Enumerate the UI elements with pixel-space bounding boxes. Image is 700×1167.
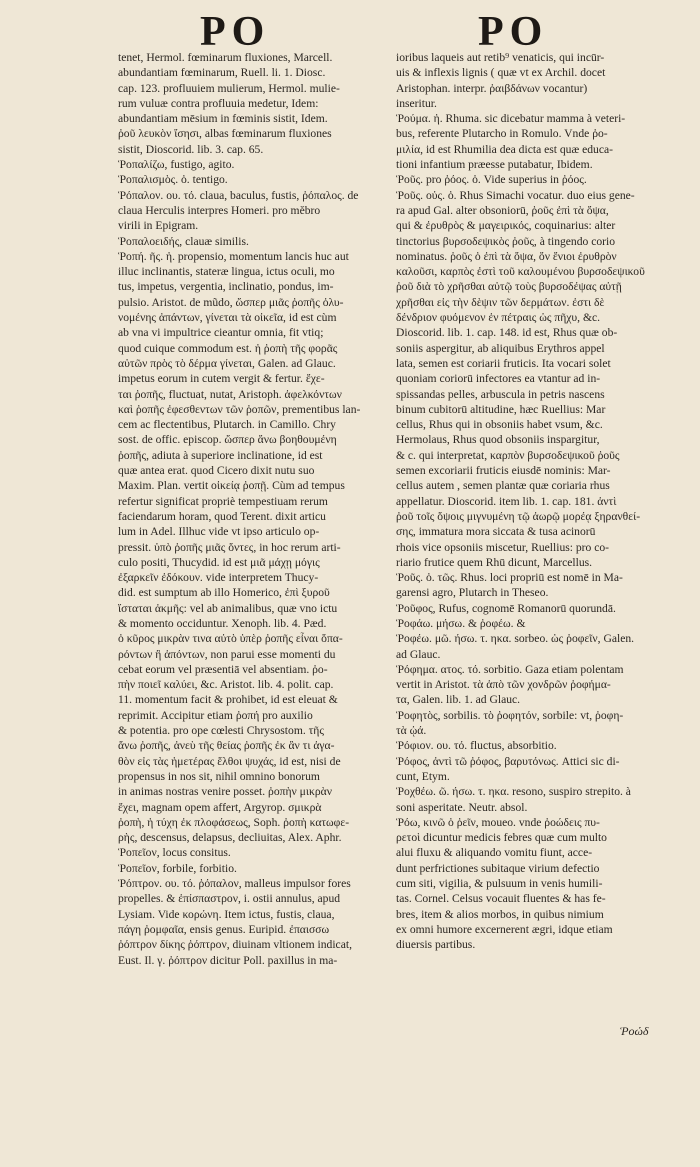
text-line: soniis aspergitur, ab aliquibus Erythros appel bbox=[396, 341, 605, 355]
text-line: Ῥοπαλοειδής, clauæ similis. bbox=[118, 234, 249, 248]
text-line: ioribus laqueis aut retib⁹ venaticis, qui incūr- bbox=[396, 51, 605, 64]
text-line: & c. qui interpretat, καρπὸν βυρσοδεψικοῦ ῥοῦς bbox=[396, 448, 620, 462]
text-line: claua Herculis interpres Homeri. pro mĕbro bbox=[118, 203, 321, 217]
text-line: ra apud Gal. alter obsoniorū, ῥοῦς ἐπὶ τὰ ὄψα, bbox=[396, 203, 609, 217]
text-line: culo positi, Thucydid. id est μιᾶ μάχῃ μόγις bbox=[118, 555, 320, 569]
text-line: appellatur. Dioscorid. item lib. 1. cap. 181. ἀντὶ bbox=[396, 494, 617, 508]
text-line: Ῥοῦς. ὁ. τῶς. Rhus. loci propriū est nomē in Ma- bbox=[396, 571, 623, 585]
text-line: quod cuique commodum est. ἡ ῥοπὴ τῆς φορᾶς bbox=[118, 341, 338, 355]
left-headword: PO bbox=[200, 9, 271, 55]
text-line: lata, semen est coriarii fruticis. Ita vocari solet bbox=[396, 356, 611, 370]
text-line: reprimit. Accipitur etiam ῥοπή pro auxilio bbox=[118, 708, 313, 722]
text-line: spissandas pelles, arbuscula in petris nascens bbox=[396, 387, 605, 401]
text-line: ρὴς, descensus, delapsus, decliuitas, Alex. Aphr. bbox=[118, 831, 342, 845]
text-line: μιλία, id est Rhumilia dea dicta est quæ educa- bbox=[396, 142, 614, 156]
text-line: dunt perfrictiones subitaque virium defectio bbox=[396, 861, 600, 875]
text-line: Aristophan. interpr. ῥαιβδάνων vocantur) bbox=[396, 81, 588, 95]
text-line: ἔχει, magnam opem affert, Argyrop. σμικρὰ bbox=[118, 800, 322, 814]
text-line: Ῥοπεῖον, forbile, forbitio. bbox=[118, 861, 237, 875]
text-line: ῥοῦ λευκὸν ἴσησι, albas fœminarum fluxiones bbox=[118, 127, 332, 141]
text-line: Lysiam. Vide κορώνη. Item ictus, fustis, claua, bbox=[118, 907, 335, 921]
text-line: Ῥοπαλισμὸς. ὁ. tentigo. bbox=[118, 173, 228, 187]
text-line: garensi agro, Plutarch in Theseo. bbox=[396, 586, 549, 600]
catchword: Ῥοώδ bbox=[620, 1024, 649, 1038]
text-line: Ῥόπαλον. ου. τό. claua, baculus, fustis, ῥόπαλος. de bbox=[118, 188, 359, 202]
text-line: & potentia. pro ope cœlesti Chrysostom. τῆς bbox=[118, 724, 324, 738]
text-line: Ῥοφέω. μῶ. ήσω. τ. ηκα. sorbeo. ὡς ῥοφεῖν, Galen. bbox=[396, 632, 635, 646]
text-line: ab vna vi impultrice cieantur omnia, fit vtiq; bbox=[118, 326, 324, 340]
text-line: rum vuluæ contra profluuia medetur, Idem: bbox=[118, 96, 319, 110]
text-line: ῥοπῆς, adiuta à superiore inclinatione, id est bbox=[118, 448, 323, 462]
text-line: Ῥοῦς. οὐς. ὁ. Rhus Simachi vocatur. duo eius gene- bbox=[396, 188, 635, 202]
text-line: Dioscorid. lib. 1. cap. 148. id est, Rhus quæ ob- bbox=[396, 326, 618, 340]
text-line: Ῥοῦφος, Rufus, cognomē Romanorū quorundā. bbox=[396, 601, 616, 615]
text-line: quæ antea erat. quod Cicero dixit nutu suo bbox=[118, 464, 315, 478]
text-line: Ῥόφημα. ατος. τό. sorbitio. Gaza etiam polentam bbox=[396, 662, 624, 676]
text-line: tas. Cornel. Celsus vocauit fluentes & has fe- bbox=[396, 892, 606, 906]
text-line: χρῆσθαι εἰς τὴν δὲψιν τῶν δερμάτων. ἐστι δὲ bbox=[396, 295, 605, 309]
text-line: ρόντων ἢ ἀπόντων, non parui esse momenti du bbox=[118, 647, 336, 661]
text-line: tioni infantium præesse putabatur, Ibidem. bbox=[396, 158, 593, 172]
text-line: inseritur. bbox=[396, 96, 437, 110]
text-line: riario frutice quem Rhū dicunt, Marcellus. bbox=[396, 555, 593, 569]
text-line: sistit, Dioscorid. lib. 3. cap. 65. bbox=[118, 142, 264, 156]
text-line: cebat eorum vel præsentiā vel absentiam. ῥο- bbox=[118, 662, 328, 676]
text-line: καὶ ῥοπῆς ἐφεσθεντων τῶν ῥοπῶν, prementibus lan- bbox=[118, 402, 361, 416]
text-line: propelles. & ἐπίσπαστρον, i. ostii annulus, apud bbox=[118, 892, 341, 906]
text-line: 11. momentum facit & prohibet, id est eleuat & bbox=[118, 693, 338, 707]
text-line: Ῥοφητὸς, sorbilis. τὸ ῥοφητόν, sorbile: vt, ῥοφη- bbox=[396, 708, 624, 722]
text-line: Ῥοπή. ῆς. ἡ. propensio, momentum lancis huc aut bbox=[118, 249, 349, 263]
text-line: καλοῦσι, καρπὸς ἐστὶ τοῦ καλουμένου βυρσοδεψικοῦ bbox=[396, 265, 645, 279]
text-line: ῥοῦ διὰ τὸ χρῆσθαι αὐτῷ τοὺς βυρσοδέψας αὐτῇ bbox=[396, 280, 622, 294]
text-line: δένδριον φυόμενον ἐν πέτραις ὡς πῆχυ, &c. bbox=[396, 311, 601, 325]
text-line: τα, Galen. lib. 1. ad Glauc. bbox=[396, 693, 521, 707]
text-line: cellus, Rhus qui in obsoniis habet vsum, &c. bbox=[396, 418, 603, 432]
text-line: bus, referente Plutarcho in Romulo. Vnde ῥο- bbox=[396, 127, 608, 141]
text-line: Ῥοπεῖον, locus consitus. bbox=[118, 846, 231, 860]
text-line: nominatus. ῥοῦς ὁ ἐπὶ τὰ ὄψα, ὅν ἔνιοι ἐρυθρὸν bbox=[396, 249, 617, 263]
text-line: refertur significat propriè tempestiuam rerum bbox=[118, 494, 328, 508]
text-line: quoniam coriorū infectores ea vtantur ad in- bbox=[396, 372, 601, 386]
left-text-column bbox=[118, 50, 386, 968]
text-line: Ῥοπαλίζω, fustigo, agito. bbox=[118, 158, 235, 172]
text-line: Ῥόφος, ἀντὶ τῶ ῥόφος, βαρυτόνως. Attici sic di- bbox=[396, 754, 620, 768]
text-line: tus, impetus, vergentia, inclinatio, pondus, im- bbox=[118, 280, 334, 294]
text-line: in animas nostras venire posset. ῥοπὴν μικρὰν bbox=[118, 785, 332, 799]
text-line: νομένης ἁπάντων, γίνεται τὰ οἰκεῖα, id est cùm bbox=[118, 311, 337, 325]
text-line: pressit. ὑπὸ ῥοπῆς μιᾶς ὄντες, in hoc rerum arti- bbox=[118, 540, 341, 554]
text-line: Ῥοφάω. μήσω. & ῥοφέω. & bbox=[396, 616, 526, 630]
text-line: vertit in Aristot. τὰ ἀπὸ τῶν χονδρῶν ῥοφήμα- bbox=[396, 678, 611, 692]
text-line: ται ῥοπῆς, fluctuat, nutat, Aristoph. ἀφελκόντων bbox=[118, 387, 342, 401]
text-line: diuersis partibus. bbox=[396, 938, 476, 952]
text-line: Eust. Il. γ. ῥόπτρον dicitur Poll. paxillus in ma- bbox=[118, 953, 338, 967]
text-line: ἵσταται ἀκμῆς: vel ab animalibus, quæ vno ictu bbox=[118, 601, 338, 615]
text-line: ἄνω ῥοπῆς, ἀνεὺ τῆς θείας ῥοπῆς ἐκ ἂν τι ἀγα- bbox=[118, 739, 335, 753]
text-line: αὐτῶν πρὸς τὸ δέρμα γίνεται, Galen. ad Glauc. bbox=[118, 356, 336, 370]
text-line: θὸν εἰς τὰς ἡμετέρας ἔλθοι ψυχάς, id est, nisi de bbox=[118, 754, 341, 768]
text-line: cem ac flectentibus, Plutarch. in Camillo. Chry bbox=[118, 418, 336, 432]
text-line: cellus autem , semen plantæ quæ coriaria rhus bbox=[396, 479, 610, 493]
text-line: σης, immatura mora siccata & tusa acinorū bbox=[396, 525, 596, 539]
text-line: ῥόπτρον δίκης ῥόπτρον, diuinam vltionem indicat, bbox=[118, 938, 352, 952]
text-line: τὰ ᾠά. bbox=[396, 724, 427, 738]
text-line: lum in Adel. Illhuc vide vt ipso articulo op- bbox=[118, 525, 320, 539]
text-line: cunt, Etym. bbox=[396, 769, 450, 783]
text-line: qui & ἐρυθρὸς & μαγειρικός, coquinarius: alter bbox=[396, 219, 616, 233]
text-line: Ῥοχθέω. ῶ. ήσω. τ. ηκα. resono, suspiro strepito. à bbox=[396, 785, 631, 799]
text-line: ex omni humore excernerent ægri, idque etiam bbox=[396, 922, 613, 936]
text-line: binum cubitorū altitudine, hæc Ruellius: Mar bbox=[396, 402, 606, 416]
text-line: Ῥούμα. ἡ. Rhuma. sic dicebatur mamma à veteri- bbox=[396, 112, 626, 126]
text-line: Maxim. Plan. vertit οἰκείᾳ ῥοπῇ. Cùm ad tempus bbox=[118, 479, 345, 493]
text-line: did. est sumptum ab illo Homerico, ἐπὶ ξυροῦ bbox=[118, 586, 330, 600]
text-line: Ῥόπτρον. ου. τό. ῥόπαλον, malleus impulsor fores bbox=[118, 877, 351, 891]
text-line: πὴν ποιεῖ καλύει, &c. Aristot. lib. 4. polit. cap. bbox=[118, 678, 334, 692]
text-line: cum siti, vigilia, & pulsuum in venis humili- bbox=[396, 877, 603, 891]
text-line: ῥοῦ τοῖς ὄψοις μιγνυμένη τῷ ἀωρῷ μορέᾳ ξηρανθεί- bbox=[396, 509, 641, 523]
text-line: pulsio. Aristot. de mũdo, ὥσπερ μιᾶς ῥοπῆς ὀλυ- bbox=[118, 295, 344, 309]
text-line: illuc inclinantis, stateræ lingua, ictus oculi, mo bbox=[118, 265, 335, 279]
text-line: Ῥόω, κινῶ ὁ ῥεῖν, moueo. vnde ῥοώδεις πυ- bbox=[396, 815, 600, 829]
text-line: rhois vice opsoniis miscetur, Ruellius: pro co- bbox=[396, 540, 610, 554]
text-line: tenet, Hermol. fœminarum fluxiones, Marcell. bbox=[118, 51, 333, 64]
text-line: alui fluxu & aliquando vomitu fiunt, acce- bbox=[396, 846, 593, 860]
text-line: ῥοπὴ, ἡ τύχη ἐκ πλοφάσεως, Soph. ῥοπὴ κατωφε- bbox=[118, 815, 350, 829]
text-line: impetus eorum in cutem vergit & fertur. ἔχε- bbox=[118, 372, 325, 386]
text-line: cap. 123. profluuiem mulierum, Hermol. mulie- bbox=[118, 81, 340, 95]
text-line: Ῥοῦς. pro ῥόος. ὁ. Vide superius in ῥόος. bbox=[396, 173, 587, 187]
right-text-column bbox=[396, 50, 664, 953]
text-line: πάγη ῥομφαῖα, ensis genus. Euripid. ἐπαισσω bbox=[118, 922, 330, 936]
text-line: Hermolaus, Rhus quod obsoniis inspargitur, bbox=[396, 433, 600, 447]
text-line: tinctorius βυρσοδεψικὸς ῥοῦς, à tingendo corio bbox=[396, 234, 616, 248]
text-line: abundantiam fœminarum, Ruell. li. 1. Diosc. bbox=[118, 66, 326, 80]
text-line: ἐξαρκεῖν ἐδόκουν. vide interpretem Thucy- bbox=[118, 571, 319, 585]
text-line: bres, item & alios morbos, in quibus nimium bbox=[396, 907, 604, 921]
text-line: ρετοὶ dicuntur medicis febres quæ cum multo bbox=[396, 831, 607, 845]
text-line: uis & inflexis lignis ( quæ vt ex Archil. docet bbox=[396, 66, 606, 80]
text-line: ad Glauc. bbox=[396, 647, 441, 661]
text-line: soni asperitate. Neutr. absol. bbox=[396, 800, 528, 814]
text-line: propensus in nos sit, nihil omnino bonorum bbox=[118, 769, 320, 783]
running-header bbox=[0, 8, 700, 56]
right-headword: PO bbox=[478, 9, 549, 55]
text-line: Ῥόφιον. ου. τό. fluctus, absorbitio. bbox=[396, 739, 557, 753]
text-line: virili in Epigram. bbox=[118, 219, 199, 233]
text-line: sost. de offic. episcop. ὥσπερ ἄνω βοηθουμένη bbox=[118, 433, 337, 447]
text-line: ὁ κῦρος μικρὰν τινα αὐτὸ ὑπὲρ ῥοπῆς εἶναι ὅπα- bbox=[118, 632, 343, 646]
text-line: abundantiam mēsium in fœminis sistit, Idem. bbox=[118, 112, 328, 126]
text-line: semen excoriarii fruticis eiusdē nominis: Mar- bbox=[396, 464, 611, 478]
text-line: & momento occiduntur. Xenoph. lib. 4. Pæd. bbox=[118, 616, 327, 630]
text-line: faciendarum horam, quod Terent. dixit articu bbox=[118, 509, 326, 523]
